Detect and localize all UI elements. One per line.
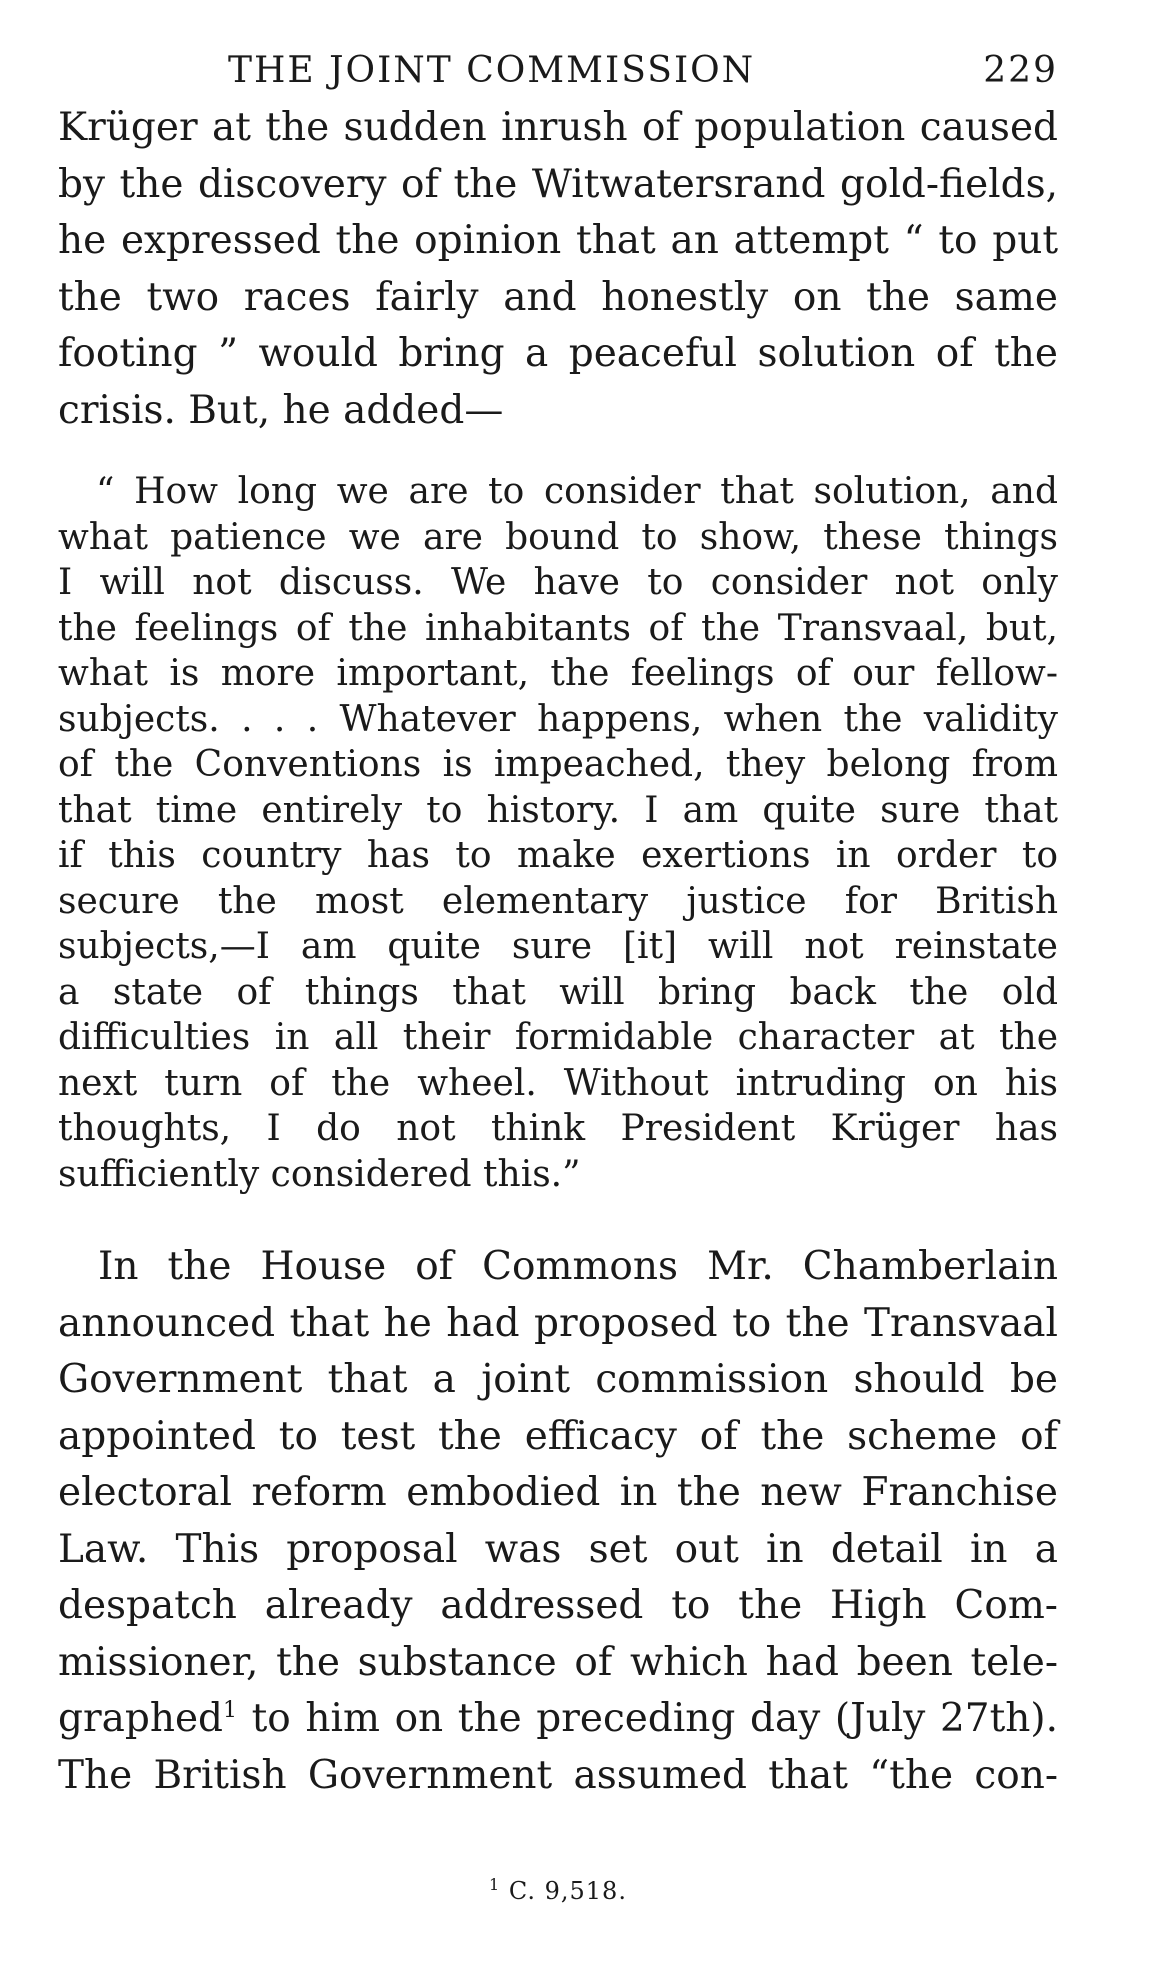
text-fragment: graphed: [58, 1696, 223, 1741]
text-fragment: to him on the preceding day (July 27th).: [237, 1696, 1058, 1741]
text-line: crisis. But, he added—: [58, 387, 504, 433]
quote-line: next turn of the wheel. Without intruding on his: [58, 1062, 1058, 1104]
quote-line: of the Conventions is impeached, they belong from: [58, 744, 1058, 785]
text-line-with-footnote-ref: [58, 1691, 1058, 1748]
book-page: [58, 40, 1058, 1905]
text-line: announced that he had proposed to the Transvaal: [58, 1300, 1058, 1346]
text-line: electoral reform embodied in the new Franchise: [58, 1470, 1058, 1515]
running-head: [58, 40, 1058, 100]
footnote-marker: 1: [489, 1875, 501, 1894]
paragraph-2: [58, 1239, 1058, 1804]
quote-line: thoughts, I do not think President Krüger has: [58, 1108, 1058, 1149]
quote-line: difficulties in all their formidable character at the: [58, 1017, 1058, 1058]
quote-line: subjects,—I am quite sure [it] will not reinstate: [58, 926, 1058, 967]
quote-line: the feelings of the inhabitants of the Transvaal, but,: [58, 607, 1058, 649]
quote-line: I will not discuss. We have to consider not only: [58, 562, 1058, 603]
text-line: appointed to test the efficacy of the scheme of: [58, 1413, 1058, 1459]
text-line: Government that a joint commission should be: [58, 1357, 1058, 1402]
quote-line: a state of things that will bring back the old: [58, 971, 1058, 1013]
quote-line: sufficiently considered this.”: [58, 1153, 581, 1195]
text-line: Krüger at the sudden inrush of population caused: [58, 105, 1058, 150]
text-line: despatch already addressed to the High Com-: [58, 1583, 1058, 1628]
text-line: missioner, the substance of which had been tele-: [58, 1639, 1058, 1685]
quote-line: what patience we are bound to show, these things: [58, 516, 1058, 558]
quote-line: “ How long we are to consider that solution, and: [96, 471, 1058, 512]
running-title: THE JOINT COMMISSION: [228, 50, 756, 91]
quote-line: subjects. . . . Whatever happens, when the validity: [58, 698, 1058, 740]
quote-line: secure the most elementary justice for British: [58, 880, 1058, 922]
quote-line: that time entirely to history. I am quite sure that: [58, 789, 1058, 831]
text-line: Law. This proposal was set out in detail in a: [58, 1526, 1058, 1572]
footnote-reference[interactable]: 1: [223, 1698, 237, 1723]
block-quote: [58, 469, 1058, 1197]
footnote: [58, 1875, 1058, 1905]
footnote-text: C. 9,518.: [500, 1877, 627, 1905]
quote-line: what is more important, the feelings of our fellow-: [58, 653, 1058, 694]
paragraph-1: [58, 100, 1058, 439]
quote-line: if this country has to make exertions in order to: [58, 835, 1058, 876]
text-line: footing ” would bring a peaceful solution of the: [58, 331, 1058, 376]
text-line: by the discovery of the Witwatersrand gold-fields,: [58, 161, 1058, 207]
text-line: he expressed the opinion that an attempt “ to put: [58, 218, 1058, 263]
text-line: In the House of Commons Mr. Chamberlain: [98, 1244, 1058, 1289]
page-number: 229: [983, 50, 1058, 91]
text-line: The British Government assumed that “the con-: [58, 1752, 1058, 1798]
text-line: the two races fairly and honestly on the same: [58, 274, 1058, 320]
